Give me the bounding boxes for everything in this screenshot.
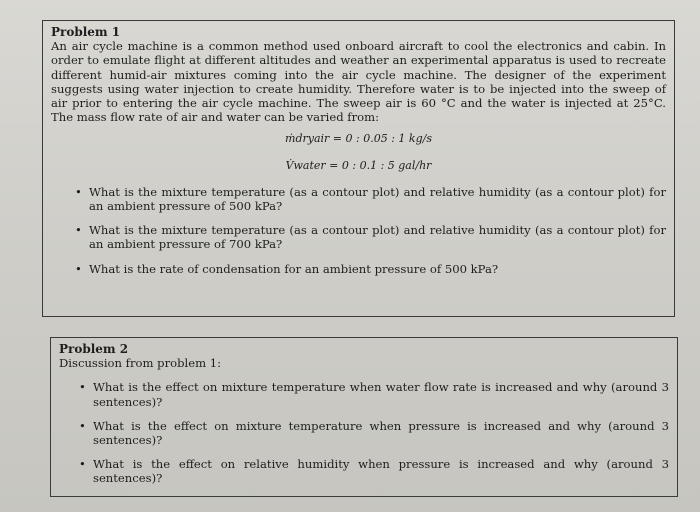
question-item: • What is the mixture temperature (as a contour plot) and relative humidity (as a contour plot) for an ambient pressure of 700 kPa?	[89, 223, 666, 251]
question-item: • What is the rate of condensation for an ambient pressure of 500 kPa?	[89, 262, 666, 276]
question-item: • What is the effect on relative humidity when pressure is increased and why (around 3 sentences)?	[93, 457, 669, 485]
problem-1-question-list	[51, 185, 666, 276]
problem-2-subtitle: Discussion from problem 1:	[59, 356, 222, 371]
problem-2-question-list	[59, 380, 669, 485]
problem-2-title: Problem 2	[59, 342, 129, 356]
problem-1-intro: An air cycle machine is a common method used onboard aircraft to cool the electronics and cabin. In order to emulate flight at different altitudes and weather an experimental apparatus is used to recreate different humid-air mixtures coming into the air cycle machine. The designer of the experiment suggests using water injection to create humidity. Therefore water is to be injected into the sweep of air prior to entering the air cycle machine. The sweep air is 60 °C and the water is injected at 25°C. The mass flow rate of air and water can be varied from:	[51, 39, 666, 125]
equation-dry-air-flow: ṁdryair = 0 : 0.05 : 1 kg/s	[285, 132, 432, 146]
equation-water-flow: V̇water = 0 : 0.1 : 5 gal/hr	[285, 158, 432, 172]
question-item: • What is the mixture temperature (as a contour plot) and relative humidity (as a contour plot) for an ambient pressure of 500 kPa?	[89, 185, 666, 213]
question-item: • What is the effect on mixture temperature when pressure is increased and why (around 3 sentences)?	[93, 419, 669, 447]
problem-1-box	[42, 20, 675, 317]
problem-1-title: Problem 1	[51, 25, 121, 39]
problem-2-box	[50, 337, 678, 497]
question-item: • What is the effect on mixture temperature when water flow rate is increased and why (around 3 sentences)?	[93, 380, 669, 408]
